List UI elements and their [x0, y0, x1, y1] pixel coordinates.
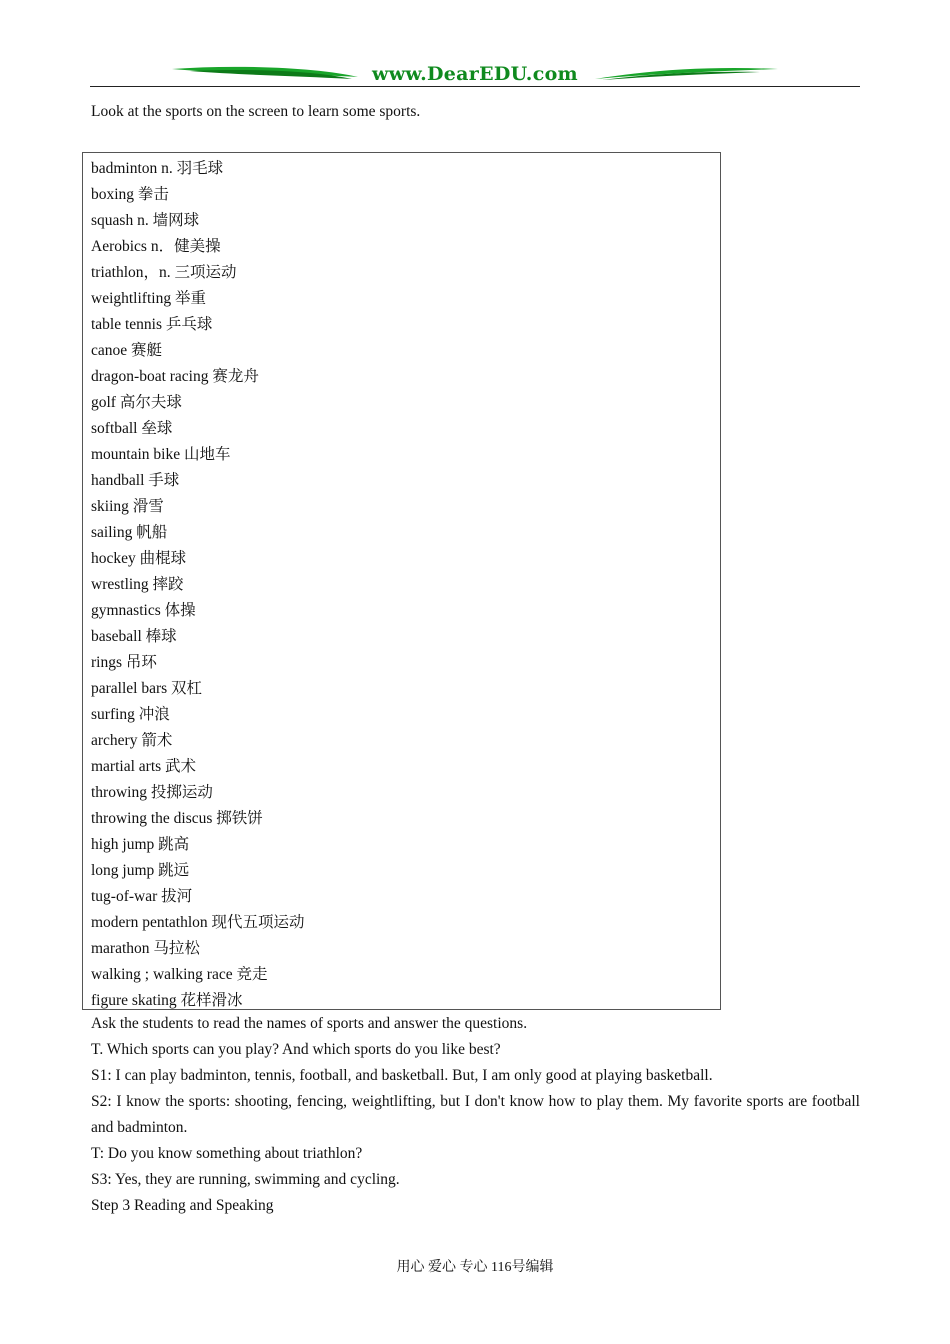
vocab-item: table tennis 乒乓球	[91, 316, 213, 333]
vocab-item: tug-of-war 拔河	[91, 888, 193, 905]
vocab-item: marathon 马拉松	[91, 940, 200, 957]
vocab-item: triathlon，n. 三项运动	[91, 264, 237, 281]
vocab-item: weightlifting 举重	[91, 290, 206, 307]
step-heading: Step 3 Reading and Speaking	[91, 1197, 274, 1214]
dialogue-section	[91, 1011, 860, 1219]
dialogue-line: T: Do you know something about triathlon?	[91, 1145, 363, 1162]
vocab-item: gymnastics 体操	[91, 602, 196, 619]
vocab-item: throwing 投掷运动	[91, 784, 213, 801]
vocab-item: martial arts 武术	[91, 758, 197, 775]
vocab-item: wrestling 摔跤	[91, 576, 184, 593]
dialogue-line: T. Which sports can you play? And which sports do you like best?	[91, 1041, 501, 1058]
vocab-item: modern pentathlon 现代五项运动	[91, 914, 305, 931]
vocab-item: parallel bars 双杠	[91, 680, 203, 697]
page-header	[90, 62, 860, 90]
vocab-item: walking ; walking race 竞走	[91, 966, 268, 983]
dialogue-line: S2: I know the sports: shooting, fencing, weightlifting, but I don't know how to play them. My favorite sports are football and badminton.	[91, 1093, 860, 1136]
vocab-item: high jump 跳高	[91, 836, 190, 853]
header-divider	[90, 86, 860, 87]
intro-text: Look at the sports on the screen to learn some sports.	[91, 103, 421, 120]
vocab-item: Aerobics n．健美操	[91, 238, 221, 255]
vocab-item: squash n. 墙网球	[91, 212, 200, 229]
vocab-item: handball 手球	[91, 472, 180, 489]
vocabulary-box	[82, 152, 721, 1010]
vocab-item: surfing 冲浪	[91, 706, 170, 723]
vocab-item: golf 高尔夫球	[91, 394, 182, 411]
vocab-item: canoe 赛艇	[91, 342, 163, 359]
page-footer: 用心 爱心 专心 116号编辑	[396, 1260, 554, 1275]
site-logo-text: www.DearEDU.com	[372, 63, 578, 85]
vocabulary-list	[83, 153, 720, 1014]
vocab-item: dragon-boat racing 赛龙舟	[91, 368, 259, 385]
vocab-item: rings 吊环	[91, 654, 157, 671]
dialogue-line: S3: Yes, they are running, swimming and cycling.	[91, 1171, 400, 1188]
vocab-item: skiing 滑雪	[91, 498, 164, 515]
vocab-item: mountain bike 山地车	[91, 446, 231, 463]
vocab-item: throwing the discus 掷铁饼	[91, 810, 263, 827]
dialogue-line: S1: I can play badminton, tennis, football, and basketball. But, I am only good at playing basketball.	[91, 1067, 713, 1084]
vocab-item: hockey 曲棍球	[91, 550, 187, 567]
vocab-item: sailing 帆船	[91, 524, 168, 541]
vocab-item: baseball 棒球	[91, 628, 177, 645]
vocab-item: archery 箭术	[91, 732, 173, 749]
vocab-item: boxing 拳击	[91, 186, 169, 203]
dialogue-line: Ask the students to read the names of sports and answer the questions.	[91, 1015, 528, 1032]
vocab-item: figure skating 花样滑冰	[91, 992, 243, 1009]
vocab-item: long jump 跳远	[91, 862, 190, 879]
vocab-item: softball 垒球	[91, 420, 173, 437]
vocab-item: badminton n. 羽毛球	[91, 160, 224, 177]
